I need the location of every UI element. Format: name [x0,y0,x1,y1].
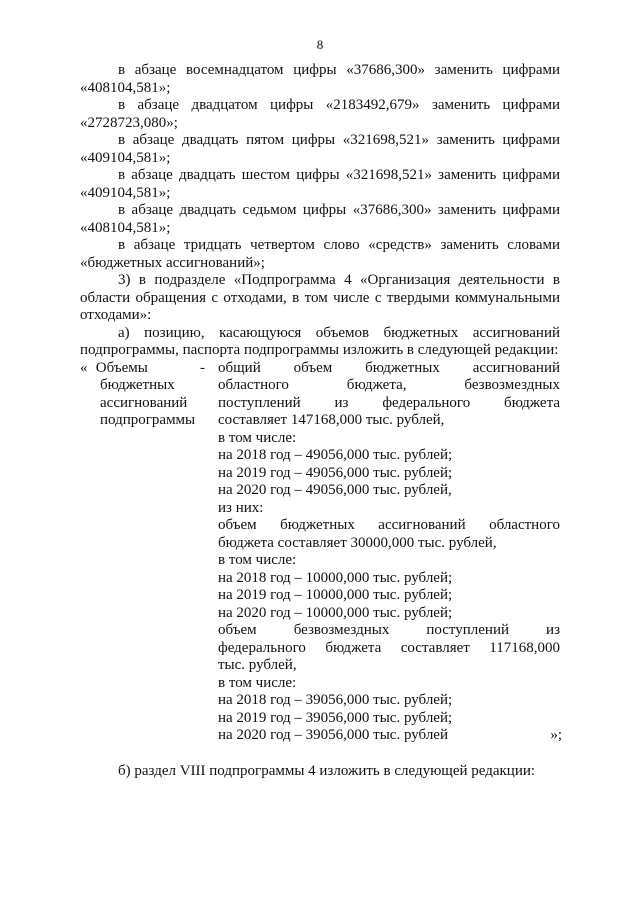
passport-label-line-4: подпрограммы [100,412,196,428]
paragraph-8: а) позицию, касающуюся объемов бюджетных ассигнований подпрограммы, паспорта подпрограммы изложить в следующей редакции: [80,324,560,358]
passport-label [80,360,200,745]
passport-label-line-1: « Объемы [80,359,148,376]
paragraph-3: в абзаце двадцать пятом цифры «321698,521» заменить цифрами «409104,581»; [80,132,560,166]
paragraph-4: в абзаце двадцать шестом цифры «321698,521» заменить цифрами «409104,581»; [80,167,560,201]
passport-value-line: на 2019 год – 10000,000 тыс. рублей; [218,587,453,603]
passport-value-line: объем безвозмездных поступлений из [218,622,560,638]
opening-quote: « [80,359,88,376]
passport-value-line: на 2018 год – 39056,000 тыс. рублей; [218,692,453,708]
passport-value-line: на 2018 год – 49056,000 тыс. рублей; [218,447,453,463]
passport-value-line: общий объем бюджетных ассигнований [218,359,560,376]
passport-value-line: на 2018 год – 10000,000 тыс. рублей; [218,569,453,586]
page-number: 8 [316,37,324,52]
passport-table [80,360,560,745]
paragraph-6: в абзаце тридцать четвертом слово «средств» заменить словами «бюджетных ассигнований»; [80,237,560,271]
paragraph-5: в абзаце двадцать седьмом цифры «37686,300» заменить цифрами «408104,581»; [80,202,560,236]
passport-value-line: бюджета составляет 30000,000 тыс. рублей, [218,534,497,551]
passport-value-line: федерального бюджета составляет 117168,000 [218,639,560,656]
passport-value [218,360,560,745]
document-body [80,62,560,780]
passport-label-line-2: бюджетных [100,377,175,393]
passport-value-line: на 2019 год – 39056,000 тыс. рублей; [218,709,453,726]
spacer [80,745,560,763]
paragraph-1: в абзаце восемнадцатом цифры «37686,300» заменить цифрами «408104,581»; [80,62,560,96]
passport-dash: - [200,359,205,376]
passport-value-line-last: на 2020 год – 39056,000 тыс. рублей »; [218,727,562,743]
passport-value-line: на 2020 год – 49056,000 тыс. рублей, [218,482,452,498]
passport-label-line-3: ассигнований [100,394,188,411]
passport-value-line: в том числе: [218,552,297,568]
passport-value-line: на 2019 год – 49056,000 тыс. рублей; [218,464,453,481]
final-paragraph: б) раздел VIII подпрограммы 4 изложить в следующей редакции: [118,762,536,779]
passport-value-line: из них: [218,499,264,516]
passport-value-line: тыс. рублей, [218,657,297,673]
passport-value-line: в том числе: [218,674,297,691]
passport-value-line: объем бюджетных ассигнований областного [218,517,560,533]
paragraph-7: 3) в подразделе «Подпрограмма 4 «Организация деятельности в области обращения с отходами, в том числе с твердыми коммунальными отходами»: [80,272,560,323]
passport-value-line: областного бюджета, безвозмездных [218,377,560,393]
closing-quote: »; [550,727,562,743]
passport-value-line: поступлений из федерального бюджета [218,394,560,411]
passport-value-line: составляет 147168,000 тыс. рублей, [218,412,445,428]
passport-value-line: в том числе: [218,429,297,446]
passport-value-line: на 2020 год – 10000,000 тыс. рублей; [218,604,453,621]
paragraph-2: в абзаце двадцатом цифры «2183492,679» заменить цифрами «2728723,080»; [80,97,560,131]
